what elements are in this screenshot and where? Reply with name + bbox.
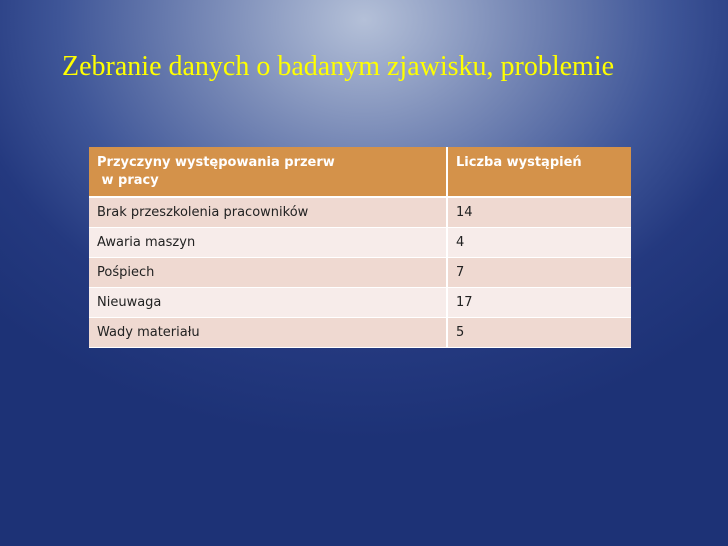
table-row xyxy=(89,227,631,257)
header-count: Liczba wystąpień xyxy=(447,147,631,197)
slide-title: Zebranie danych o badanym zjawisku, problemie xyxy=(62,51,615,82)
table-header-row xyxy=(89,147,631,197)
cause-cell: Brak przeszkolenia pracowników xyxy=(89,197,447,227)
count-cell: 5 xyxy=(447,317,631,347)
table-row xyxy=(89,317,631,347)
cause-cell: Awaria maszyn xyxy=(89,227,447,257)
count-cell: 4 xyxy=(447,227,631,257)
cause-cell: Nieuwaga xyxy=(89,287,447,317)
cause-cell: Pośpiech xyxy=(89,257,447,287)
header-causes-line-2: w pracy xyxy=(97,173,159,188)
count-cell: 14 xyxy=(447,197,631,227)
count-cell: 17 xyxy=(447,287,631,317)
header-causes xyxy=(89,147,447,197)
table-row xyxy=(89,197,631,227)
table-row xyxy=(89,257,631,287)
cause-cell: Wady materiału xyxy=(89,317,447,347)
causes-table xyxy=(89,147,631,348)
table-row xyxy=(89,287,631,317)
count-cell: 7 xyxy=(447,257,631,287)
header-causes-line-1: Przyczyny występowania przerw xyxy=(97,155,335,170)
